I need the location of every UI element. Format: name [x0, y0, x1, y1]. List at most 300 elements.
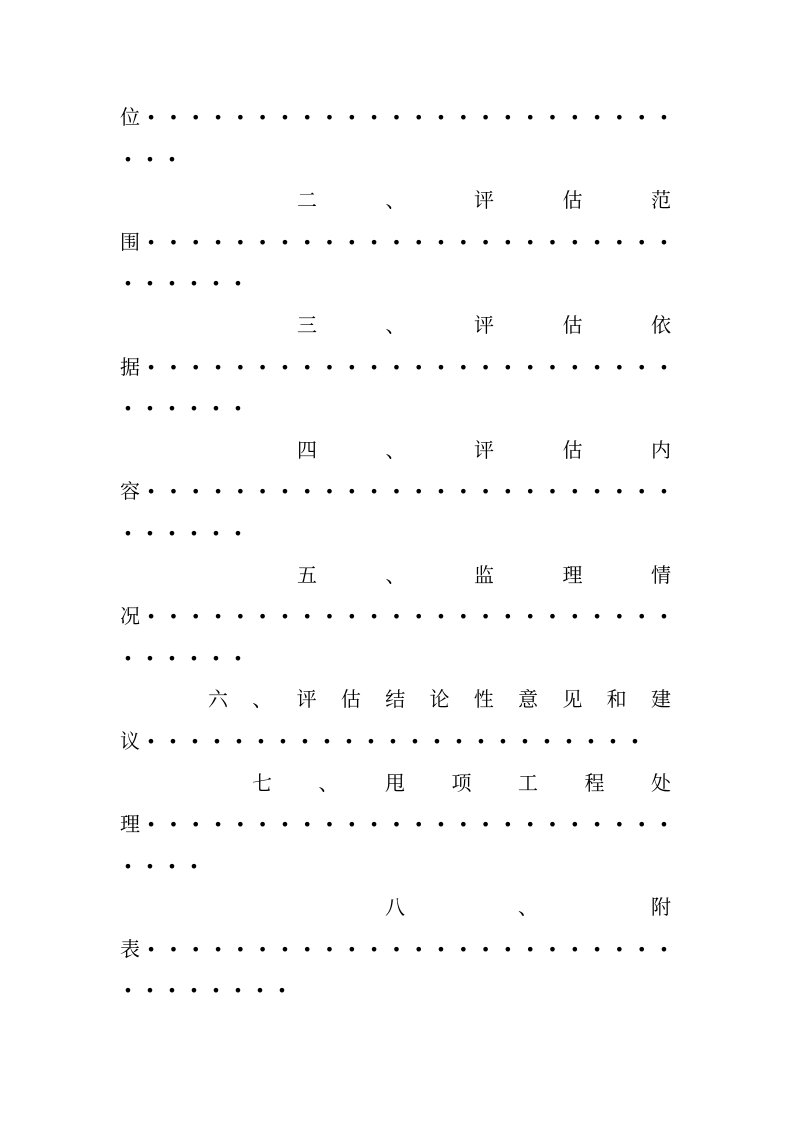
toc-char: 表	[120, 936, 140, 961]
leader-dot: •	[189, 274, 199, 294]
leader-dot: •	[503, 232, 513, 252]
leader-dot: •	[525, 607, 535, 627]
leader-dot: •	[213, 232, 223, 252]
toc-char: 、	[252, 687, 273, 712]
leader-dot: •	[547, 815, 558, 835]
leader-dot: •	[503, 357, 513, 377]
leader-dot: •	[480, 939, 491, 959]
leader-dot: •	[636, 939, 647, 959]
leader-dot: •	[570, 482, 580, 502]
leader-dot: •	[302, 607, 312, 627]
toc-char: 程	[584, 770, 605, 795]
leader-dot: •	[636, 357, 647, 377]
leader-dot: •	[213, 607, 223, 627]
leader-dot: •	[436, 232, 446, 252]
leader-dot: •	[280, 607, 290, 627]
leader-dot: •	[391, 939, 402, 959]
leader-dot: •	[454, 731, 464, 751]
leader-dot: •	[413, 108, 424, 127]
toc-char: 估	[562, 188, 583, 213]
toc-char: 估	[562, 312, 583, 337]
leader-dot: •	[302, 815, 312, 835]
leader-dot: •	[302, 482, 312, 502]
leader-dot: •	[436, 108, 446, 127]
leader-dot: •	[280, 357, 290, 377]
leader-dot: •	[322, 731, 332, 751]
leader-dot: •	[436, 607, 446, 627]
toc-char: 处	[651, 770, 671, 795]
leader-dot: •	[145, 274, 155, 294]
leader-dot: •	[233, 399, 243, 419]
toc-char: 见	[562, 687, 583, 712]
leader-dot: •	[257, 232, 268, 252]
toc-char: 和	[606, 687, 627, 712]
toc-heading-line	[120, 887, 676, 929]
leader-dot: •	[369, 232, 379, 252]
leader-dot: •	[391, 232, 402, 252]
leader-dot: •	[145, 856, 155, 876]
toc-char: 工	[518, 770, 538, 795]
leader-dot: •	[235, 482, 246, 502]
leader-dot: •	[347, 939, 357, 959]
leader-dot: •	[436, 939, 446, 959]
leader-dot: •	[636, 815, 647, 835]
leader-dot: •	[189, 856, 199, 876]
leader-dot: •	[280, 815, 290, 835]
leader-dot: •	[608, 731, 618, 751]
leader-dot: •	[592, 607, 602, 627]
leader-dot: •	[213, 939, 223, 959]
toc-char: 估	[340, 687, 361, 712]
leader-dot: •	[191, 482, 201, 502]
leader-dot: •	[191, 108, 201, 127]
leader-dot: •	[280, 232, 290, 252]
leader-dot: •	[145, 981, 155, 1001]
leader-dot: •	[347, 815, 357, 835]
leader-dot: •	[659, 939, 669, 959]
toc-line	[120, 471, 676, 513]
leader-dot: •	[503, 607, 513, 627]
toc-char: 据	[120, 354, 140, 379]
leader-dot: •	[413, 482, 424, 502]
toc-line	[120, 222, 676, 264]
leader-dot: •	[168, 108, 179, 127]
leader-dot: •	[586, 731, 596, 751]
toc-char: 二	[297, 188, 317, 213]
leader-dot: •	[344, 731, 354, 751]
leader-dot: •	[233, 981, 243, 1001]
table-of-contents	[120, 97, 676, 1012]
leader-dot: •	[570, 607, 580, 627]
leader-dot: •	[636, 232, 647, 252]
toc-char: 性	[473, 687, 494, 712]
leader-dot: •	[145, 648, 155, 668]
leader-dot: •	[235, 939, 246, 959]
toc-line	[120, 721, 676, 763]
leader-dot: •	[324, 607, 335, 627]
leader-dot: •	[503, 482, 513, 502]
leader-dot: •	[570, 939, 580, 959]
toc-char: 评	[474, 188, 494, 213]
leader-dot: •	[257, 939, 268, 959]
toc-entry	[120, 97, 676, 180]
leader-dot: •	[211, 648, 221, 668]
leader-dot: •	[167, 399, 177, 419]
toc-char: 、	[385, 188, 406, 213]
leader-dot: •	[520, 731, 530, 751]
leader-dot: •	[324, 108, 335, 127]
leader-dot: •	[614, 815, 625, 835]
leader-dot: •	[347, 108, 357, 127]
leader-dot: •	[167, 648, 177, 668]
leader-dot: •	[592, 357, 602, 377]
leader-dot: •	[257, 482, 268, 502]
toc-char: 四	[297, 437, 317, 462]
leader-dot: •	[211, 523, 221, 543]
leader-dot: •	[146, 482, 156, 502]
leader-dot: •	[369, 108, 379, 127]
leader-dot: •	[432, 731, 442, 751]
leader-dot: •	[189, 981, 199, 1001]
leader-dot: •	[480, 232, 491, 252]
leader-dot: •	[324, 815, 335, 835]
toc-entry	[120, 180, 676, 305]
toc-heading-line	[120, 763, 676, 805]
toc-char: 监	[474, 562, 494, 587]
leader-dot: •	[255, 981, 265, 1001]
leader-dot: •	[480, 482, 491, 502]
leader-dot: •	[302, 357, 312, 377]
leader-dot: •	[659, 108, 669, 127]
toc-char: 五	[297, 562, 317, 587]
toc-leader-line	[117, 388, 676, 430]
leader-dot: •	[123, 981, 133, 1001]
leader-dot: •	[480, 108, 491, 127]
leader-dot: •	[280, 482, 290, 502]
leader-dot: •	[123, 648, 133, 668]
toc-char: 七	[252, 770, 272, 795]
leader-dot: •	[503, 939, 513, 959]
leader-dot: •	[235, 607, 246, 627]
leader-dot: •	[525, 482, 535, 502]
leader-dot: •	[302, 939, 312, 959]
leader-dot: •	[211, 399, 221, 419]
leader-dot: •	[391, 815, 402, 835]
leader-dot: •	[277, 981, 287, 1001]
toc-char: 三	[297, 312, 317, 337]
toc-line	[120, 929, 676, 971]
toc-line	[120, 97, 676, 139]
leader-dot: •	[410, 731, 420, 751]
toc-char: 、	[518, 895, 538, 920]
toc-line	[120, 347, 676, 389]
toc-entry	[120, 555, 676, 680]
leader-dot: •	[167, 856, 177, 876]
toc-char: 情	[651, 562, 671, 587]
leader-dot: •	[257, 815, 268, 835]
leader-dot: •	[636, 607, 647, 627]
leader-dot: •	[547, 357, 558, 377]
leader-dot: •	[458, 815, 469, 835]
leader-dot: •	[480, 815, 491, 835]
toc-char: 内	[651, 437, 671, 462]
leader-dot: •	[257, 357, 268, 377]
leader-dot: •	[145, 149, 155, 169]
leader-dot: •	[189, 523, 199, 543]
leader-dot: •	[547, 482, 558, 502]
leader-dot: •	[436, 357, 446, 377]
leader-dot: •	[235, 108, 246, 127]
leader-dot: •	[191, 815, 201, 835]
leader-dot: •	[547, 232, 558, 252]
toc-char: 结	[385, 687, 406, 712]
toc-heading-line	[120, 555, 676, 597]
toc-char: 评	[296, 687, 317, 712]
leader-dot: •	[347, 232, 357, 252]
leader-dot: •	[592, 232, 602, 252]
toc-char: 意	[518, 687, 539, 712]
leader-dot: •	[369, 357, 379, 377]
leader-dot: •	[146, 232, 156, 252]
leader-dot: •	[324, 232, 335, 252]
leader-dot: •	[592, 939, 602, 959]
leader-dot: •	[436, 815, 446, 835]
leader-dot: •	[366, 731, 376, 751]
toc-char: 理	[562, 562, 583, 587]
leader-dot: •	[525, 108, 535, 127]
leader-dot: •	[347, 357, 357, 377]
leader-dot: •	[324, 482, 335, 502]
leader-dot: •	[503, 108, 513, 127]
leader-dot: •	[191, 939, 201, 959]
leader-dot: •	[570, 357, 580, 377]
leader-dot: •	[458, 108, 469, 127]
toc-line	[120, 596, 676, 638]
toc-heading-line	[120, 679, 676, 721]
toc-char: 、	[385, 312, 406, 337]
leader-dot: •	[300, 731, 310, 751]
leader-dot: •	[146, 731, 156, 751]
leader-dot: •	[436, 482, 446, 502]
leader-dot: •	[146, 357, 156, 377]
leader-dot: •	[167, 149, 177, 169]
leader-dot: •	[146, 108, 156, 127]
toc-char: 八	[385, 895, 405, 920]
leader-dot: •	[123, 399, 133, 419]
leader-dot: •	[235, 357, 246, 377]
toc-heading-line	[120, 305, 676, 347]
leader-dot: •	[614, 357, 625, 377]
leader-dot: •	[413, 607, 424, 627]
leader-dot: •	[542, 731, 552, 751]
toc-entry	[120, 305, 676, 430]
toc-heading-line	[120, 430, 676, 472]
leader-dot: •	[614, 108, 625, 127]
leader-dot: •	[233, 648, 243, 668]
leader-dot: •	[458, 607, 469, 627]
leader-dot: •	[257, 607, 268, 627]
toc-char: 评	[474, 437, 494, 462]
leader-dot: •	[234, 731, 244, 751]
leader-dot: •	[213, 357, 223, 377]
leader-dot: •	[168, 607, 179, 627]
toc-leader-line	[117, 263, 676, 305]
toc-char: 甩	[385, 770, 405, 795]
leader-dot: •	[391, 357, 402, 377]
toc-char: 论	[429, 687, 450, 712]
leader-dot: •	[278, 731, 288, 751]
leader-dot: •	[480, 357, 491, 377]
toc-char: 议	[120, 728, 140, 753]
toc-leader-line	[117, 139, 676, 181]
leader-dot: •	[636, 108, 647, 127]
leader-dot: •	[302, 108, 312, 127]
leader-dot: •	[476, 731, 486, 751]
toc-heading-line	[120, 180, 676, 222]
leader-dot: •	[235, 815, 246, 835]
toc-char: 附	[651, 895, 671, 920]
toc-char: 依	[651, 312, 671, 337]
toc-leader-line	[117, 846, 676, 888]
leader-dot: •	[189, 399, 199, 419]
leader-dot: •	[369, 607, 379, 627]
leader-dot: •	[123, 523, 133, 543]
toc-char: 位	[120, 105, 140, 129]
leader-dot: •	[168, 482, 179, 502]
leader-dot: •	[145, 399, 155, 419]
leader-dot: •	[413, 357, 424, 377]
leader-dot: •	[547, 939, 558, 959]
leader-dot: •	[636, 482, 647, 502]
leader-dot: •	[614, 939, 625, 959]
leader-dot: •	[191, 607, 201, 627]
leader-dot: •	[503, 815, 513, 835]
toc-char: 建	[650, 687, 671, 712]
leader-dot: •	[547, 607, 558, 627]
leader-dot: •	[525, 357, 535, 377]
leader-dot: •	[458, 357, 469, 377]
leader-dot: •	[564, 731, 574, 751]
leader-dot: •	[547, 108, 558, 127]
toc-leader-line	[117, 970, 676, 1012]
leader-dot: •	[212, 731, 222, 751]
leader-dot: •	[123, 149, 133, 169]
leader-dot: •	[659, 482, 669, 502]
toc-char: 估	[562, 437, 583, 462]
leader-dot: •	[480, 607, 491, 627]
leader-dot: •	[369, 482, 379, 502]
leader-dot: •	[659, 815, 669, 835]
leader-dot: •	[168, 939, 179, 959]
leader-dot: •	[168, 731, 178, 751]
toc-char: 范	[651, 188, 671, 213]
leader-dot: •	[525, 232, 535, 252]
leader-dot: •	[167, 981, 177, 1001]
toc-char: 围	[120, 229, 140, 254]
leader-dot: •	[413, 939, 424, 959]
leader-dot: •	[659, 607, 669, 627]
leader-dot: •	[213, 482, 223, 502]
leader-dot: •	[233, 274, 243, 294]
leader-dot: •	[347, 482, 357, 502]
leader-dot: •	[458, 482, 469, 502]
leader-dot: •	[369, 939, 379, 959]
leader-dot: •	[369, 815, 379, 835]
leader-dot: •	[458, 939, 469, 959]
leader-dot: •	[123, 274, 133, 294]
leader-dot: •	[388, 731, 398, 751]
toc-char: 项	[451, 770, 472, 795]
leader-dot: •	[614, 482, 625, 502]
leader-dot: •	[614, 607, 625, 627]
toc-line	[120, 804, 676, 846]
toc-entry	[120, 887, 676, 1012]
leader-dot: •	[146, 607, 156, 627]
leader-dot: •	[168, 357, 179, 377]
leader-dot: •	[280, 939, 290, 959]
toc-char: 、	[385, 437, 406, 462]
leader-dot: •	[659, 232, 669, 252]
leader-dot: •	[167, 523, 177, 543]
leader-dot: •	[235, 232, 246, 252]
toc-char: 评	[474, 312, 494, 337]
leader-dot: •	[256, 731, 266, 751]
toc-char: 况	[120, 604, 140, 629]
toc-char: 、	[385, 562, 406, 587]
leader-dot: •	[592, 815, 602, 835]
leader-dot: •	[458, 232, 469, 252]
leader-dot: •	[391, 607, 402, 627]
toc-entry	[120, 763, 676, 888]
leader-dot: •	[570, 232, 580, 252]
leader-dot: •	[146, 939, 156, 959]
leader-dot: •	[347, 607, 357, 627]
leader-dot: •	[191, 232, 201, 252]
leader-dot: •	[614, 232, 625, 252]
leader-dot: •	[257, 108, 268, 127]
leader-dot: •	[659, 357, 669, 377]
leader-dot: •	[592, 482, 602, 502]
toc-leader-line	[117, 638, 676, 680]
leader-dot: •	[191, 357, 201, 377]
leader-dot: •	[525, 939, 535, 959]
leader-dot: •	[123, 856, 133, 876]
toc-entry	[120, 679, 676, 762]
leader-dot: •	[391, 108, 402, 127]
leader-dot: •	[570, 815, 580, 835]
leader-dot: •	[168, 232, 179, 252]
toc-char: 容	[120, 479, 140, 504]
leader-dot: •	[324, 357, 335, 377]
leader-dot: •	[168, 815, 179, 835]
leader-dot: •	[498, 731, 508, 751]
leader-dot: •	[302, 232, 312, 252]
leader-dot: •	[413, 232, 424, 252]
leader-dot: •	[211, 274, 221, 294]
toc-entry	[120, 430, 676, 555]
leader-dot: •	[146, 815, 156, 835]
leader-dot: •	[592, 108, 602, 127]
toc-leader-line	[117, 513, 676, 555]
leader-dot: •	[213, 815, 223, 835]
leader-dot: •	[233, 523, 243, 543]
toc-char: 理	[120, 812, 140, 837]
leader-dot: •	[190, 731, 200, 751]
leader-dot: •	[189, 648, 199, 668]
leader-dot: •	[145, 523, 155, 543]
leader-dot: •	[324, 939, 335, 959]
toc-char: 六	[208, 687, 228, 712]
